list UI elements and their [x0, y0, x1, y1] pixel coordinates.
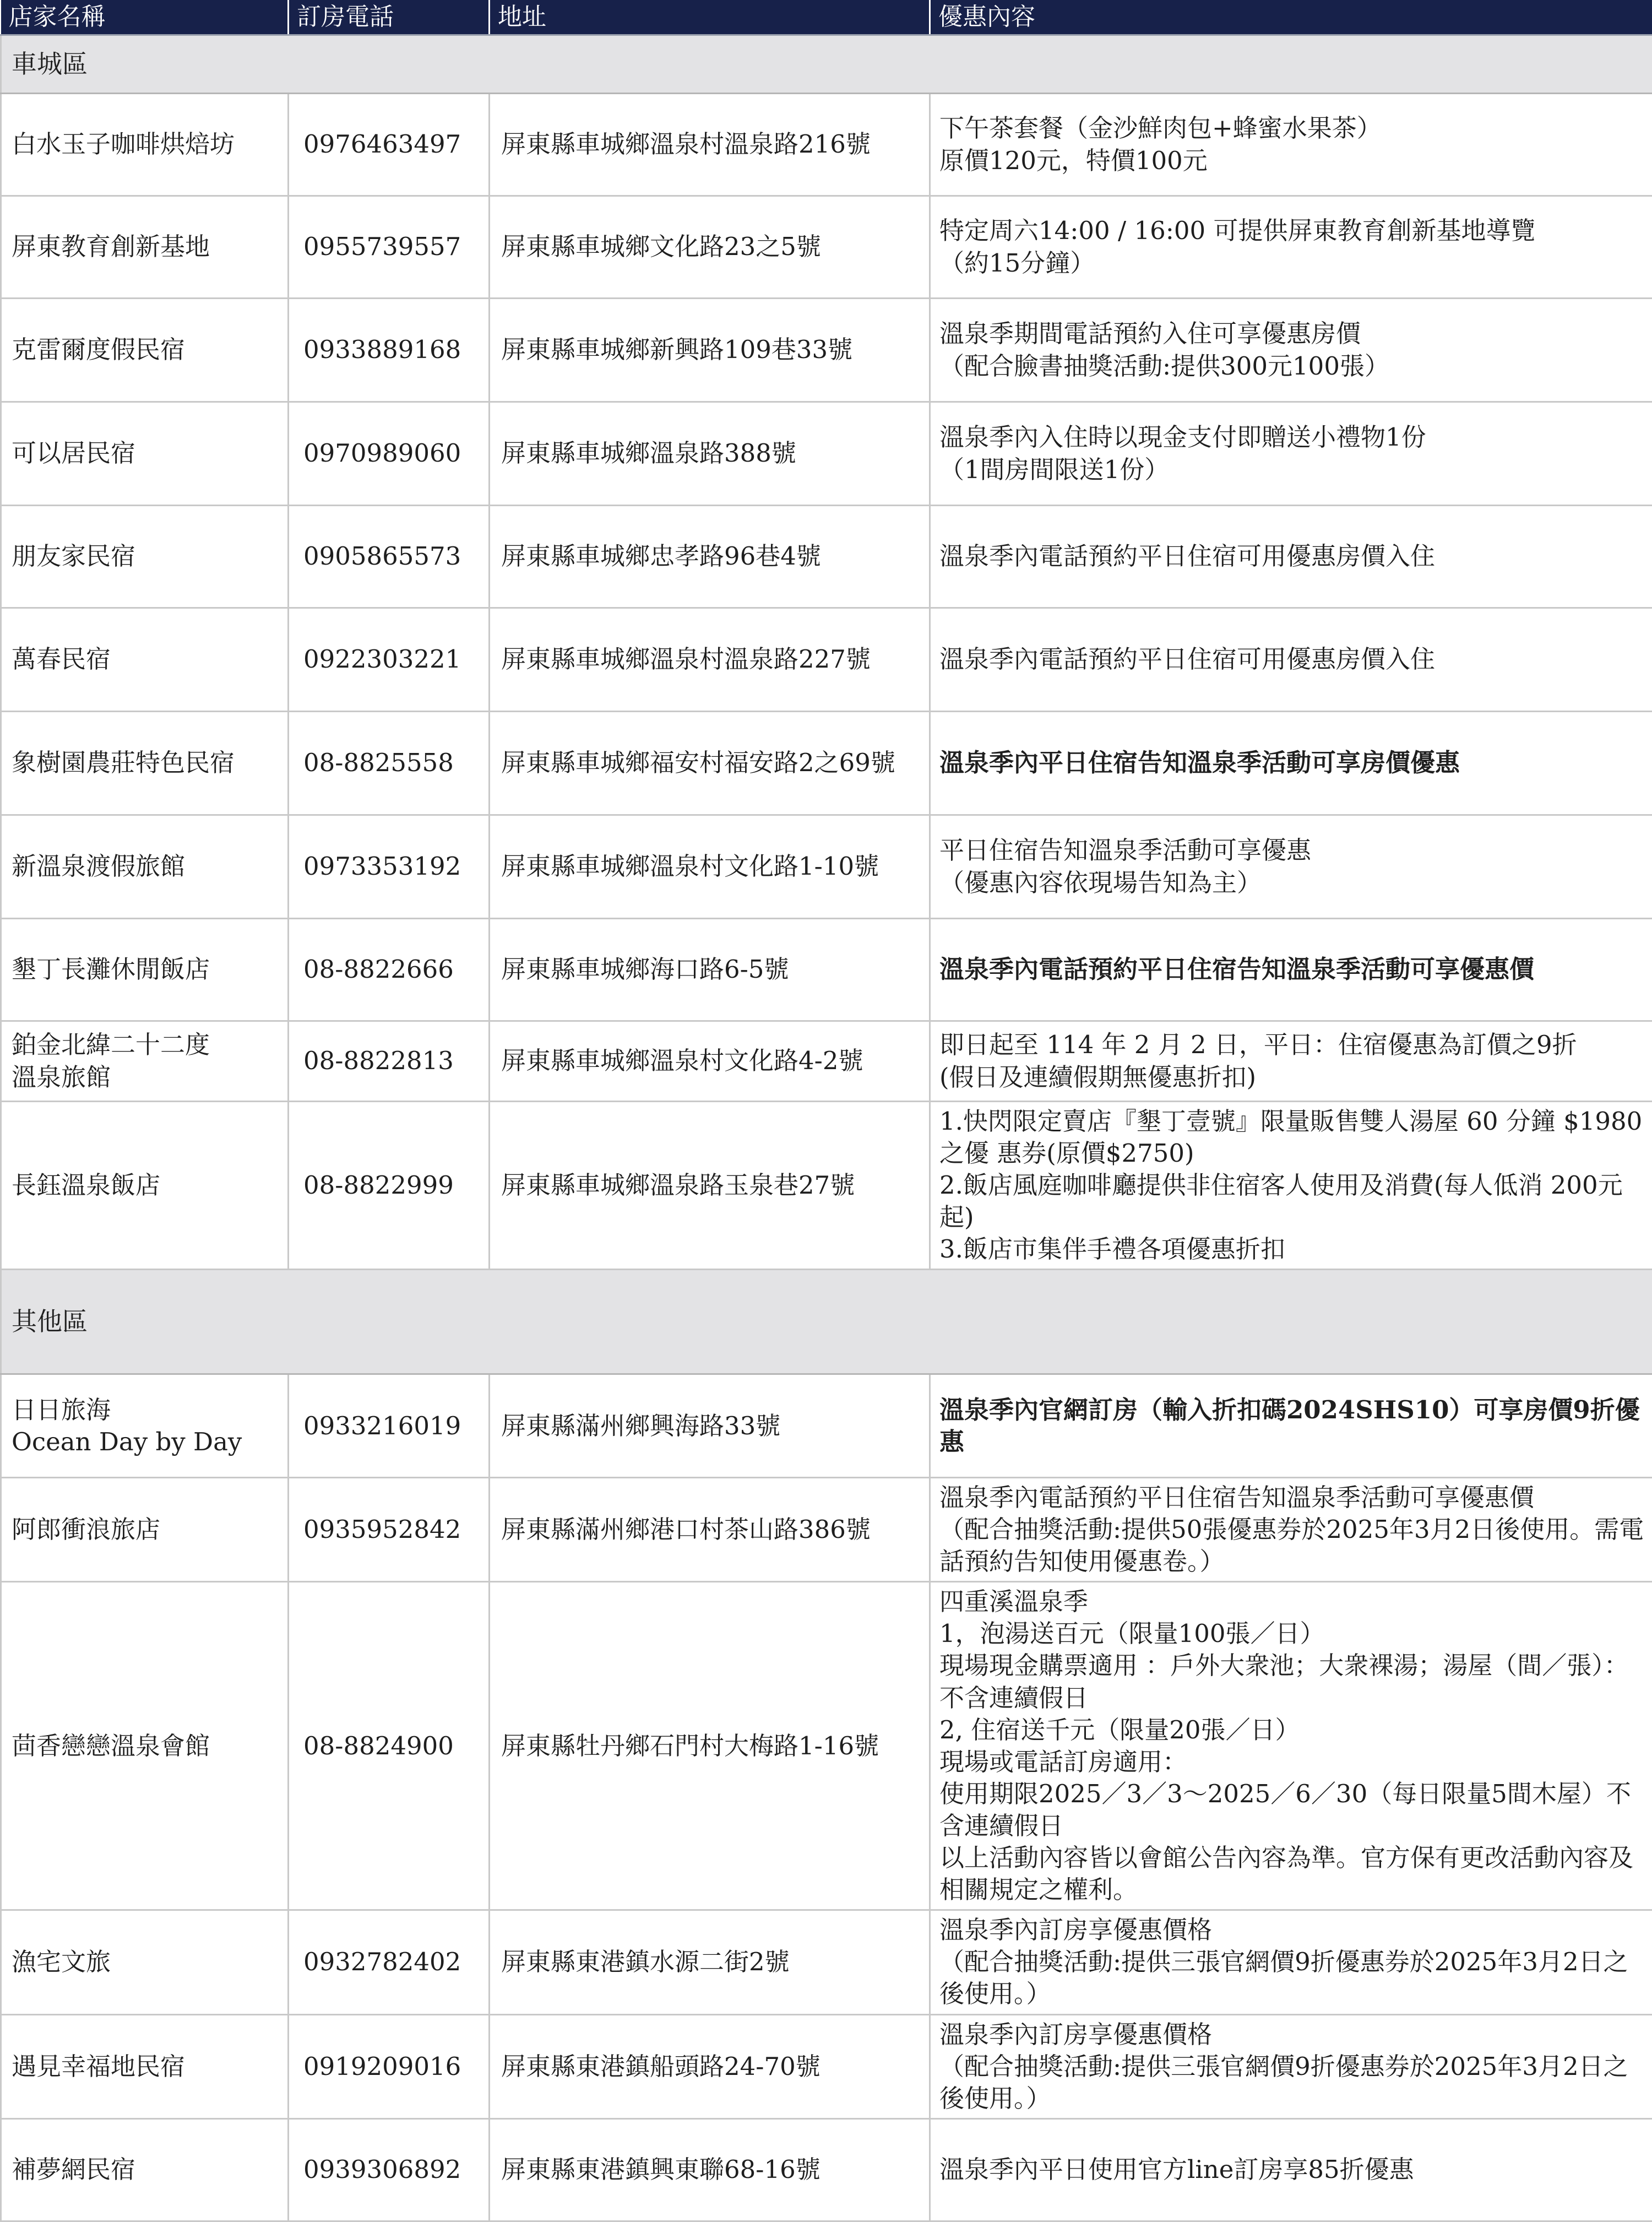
table-row [1, 712, 1652, 815]
shop-name: 新溫泉渡假旅館 [12, 850, 278, 882]
table-row [1, 919, 1652, 1021]
shop-name: 溫泉旅館 [12, 1061, 278, 1093]
table-row [1, 196, 1652, 299]
address-cell: 屏東縣東港鎮船頭路24-70號 [490, 2014, 930, 2118]
table-row [1, 94, 1652, 196]
address-cell: 屏東縣車城鄉忠孝路96巷4號 [490, 506, 930, 608]
shop-name-cell [1, 1478, 289, 1582]
shop-name-cell [1, 2118, 289, 2221]
shop-name: 長鈺溫泉飯店 [12, 1169, 278, 1201]
offer-cell [930, 506, 1652, 608]
table-row [1, 815, 1652, 919]
shop-name-cell [1, 1582, 289, 1910]
offer-line: 以上活動內容皆以會館公告內容為準。官方保有更改活動內容及相關規定之權利。 [939, 1842, 1646, 1906]
phone-cell: 0955739557 [289, 196, 490, 299]
offer-cell [930, 1374, 1652, 1478]
shop-name-cell [1, 919, 289, 1021]
column-header-shop-name: 店家名稱 [1, 0, 289, 35]
offer-line: 使用期限2025／3／3～2025／6／30（每日限量5間木屋）不含連續假日 [939, 1778, 1646, 1842]
offer-line: 溫泉季期間電話預約入住可享優惠房價 [939, 318, 1646, 350]
address-cell: 屏東縣車城鄉溫泉路玉泉巷27號 [490, 1102, 930, 1270]
phone-cell: 08-8822813 [289, 1021, 490, 1102]
shop-name: 茴香戀戀溫泉會館 [12, 1730, 278, 1762]
column-header-address: 地址 [490, 0, 930, 35]
shop-name: 漁宅文旅 [12, 1946, 278, 1978]
shop-name-cell [1, 1021, 289, 1102]
offer-cell [930, 94, 1652, 196]
offer-cell [930, 608, 1652, 712]
table-row [1, 1478, 1652, 1582]
address-cell: 屏東縣車城鄉溫泉村溫泉路227號 [490, 608, 930, 712]
offer-line: 溫泉季內訂房享優惠價格 [939, 1914, 1646, 1946]
address-cell: 屏東縣滿州鄉興海路33號 [490, 1374, 930, 1478]
section-title: 其他區 [1, 1270, 1652, 1374]
shop-name: 象樹園農莊特色民宿 [12, 747, 278, 779]
address-cell: 屏東縣東港鎮興東聯68-16號 [490, 2118, 930, 2221]
address-cell: 屏東縣滿州鄉港口村茶山路386號 [490, 1478, 930, 1582]
phone-cell: 08-8822666 [289, 919, 490, 1021]
address-cell: 屏東縣車城鄉溫泉村溫泉路216號 [490, 94, 930, 196]
offer-cell [930, 919, 1652, 1021]
offer-line: 現場現金購票適用 ：戶外大衆池；大衆裸湯；湯屋（間／張）：不含連續假日 [939, 1650, 1646, 1714]
table-row [1, 608, 1652, 712]
shop-name-cell [1, 94, 289, 196]
shop-name-cell [1, 299, 289, 402]
shop-name: 阿郎衝浪旅店 [12, 1514, 278, 1546]
shop-name-cell [1, 2014, 289, 2118]
offer-line: 溫泉季內電話預約平日住宿可用優惠房價入住 [939, 540, 1646, 572]
phone-cell: 0935952842 [289, 1478, 490, 1582]
shop-name: 墾丁長灘休閒飯店 [12, 953, 278, 985]
offer-line: 溫泉季內入住時以現金支付即贈送小禮物1份 [939, 421, 1646, 453]
section-row [1, 1270, 1652, 1374]
shop-name: 屏東教育創新基地 [12, 231, 278, 263]
shop-name: 遇見幸福地民宿 [12, 2051, 278, 2083]
address-cell: 屏東縣車城鄉新興路109巷33號 [490, 299, 930, 402]
shop-name-cell [1, 608, 289, 712]
phone-cell: 0933216019 [289, 1374, 490, 1478]
offer-cell [930, 1582, 1652, 1910]
phone-cell: 0976463497 [289, 94, 490, 196]
shop-name: 日日旅海 [12, 1394, 278, 1426]
section-row [1, 35, 1652, 94]
phone-cell: 0939306892 [289, 2118, 490, 2221]
offer-cell [930, 1021, 1652, 1102]
address-cell: 屏東縣車城鄉福安村福安路2之69號 [490, 712, 930, 815]
offer-line: 溫泉季內電話預約平日住宿告知溫泉季活動可享優惠價 [939, 1482, 1646, 1514]
offer-line: （配合臉書抽獎活動:提供300元100張） [939, 350, 1646, 382]
address-cell: 屏東縣牡丹鄉石門村大梅路1-16號 [490, 1582, 930, 1910]
offer-line: 2.飯店風庭咖啡廳提供非住宿客人使用及消費(每人低消 200元起) [939, 1169, 1646, 1233]
table-row [1, 2118, 1652, 2221]
shop-name-cell [1, 196, 289, 299]
offer-line: 下午茶套餐（金沙鮮肉包+蜂蜜水果茶） [939, 112, 1646, 144]
offer-line: 四重溪溫泉季 [939, 1586, 1646, 1618]
offer-cell [930, 402, 1652, 506]
column-header-phone: 訂房電話 [289, 0, 490, 35]
shop-name-cell [1, 1102, 289, 1270]
shop-name: 補夢網民宿 [12, 2154, 278, 2186]
phone-cell: 0932782402 [289, 1910, 490, 2014]
offer-line: 原價120元，特價100元 [939, 145, 1646, 177]
address-cell: 屏東縣車城鄉海口路6-5號 [490, 919, 930, 1021]
offer-cell [930, 2014, 1652, 2118]
offer-line: （約15分鐘） [939, 247, 1646, 279]
table-row [1, 506, 1652, 608]
offer-line: 溫泉季內訂房享優惠價格 [939, 2019, 1646, 2051]
offer-line: (假日及連續假期無優惠折扣) [939, 1061, 1646, 1093]
table-row [1, 402, 1652, 506]
table-row [1, 1102, 1652, 1270]
column-header-offer: 優惠內容 [930, 0, 1652, 35]
offer-cell [930, 1910, 1652, 2014]
shop-name: 鉑金北緯二十二度 [12, 1029, 278, 1061]
address-cell: 屏東縣車城鄉溫泉路388號 [490, 402, 930, 506]
shop-name: 朋友家民宿 [12, 540, 278, 572]
phone-cell: 0970989060 [289, 402, 490, 506]
offer-line: 溫泉季內平日使用官方line訂房享85折優惠 [939, 2154, 1646, 2186]
offer-line: 溫泉季內電話預約平日住宿告知溫泉季活動可享優惠價 [939, 953, 1646, 985]
offer-cell [930, 1102, 1652, 1270]
offer-cell [930, 712, 1652, 815]
table-row [1, 1910, 1652, 2014]
table-header [1, 0, 1652, 35]
offer-line: （1間房間限送1份） [939, 454, 1646, 486]
table-row [1, 1582, 1652, 1910]
shop-name-cell [1, 402, 289, 506]
phone-cell: 08-8824900 [289, 1582, 490, 1910]
offer-line: （優惠內容依現場告知為主） [939, 867, 1646, 899]
phone-cell: 0922303221 [289, 608, 490, 712]
offer-line: 1.快閃限定賣店『墾丁壹號』限量販售雙人湯屋 60 分鐘 $1980 之優 惠券(原價$2750) [939, 1105, 1646, 1169]
table-row [1, 299, 1652, 402]
table-body [1, 35, 1652, 2221]
offer-cell [930, 1478, 1652, 1582]
address-cell: 屏東縣車城鄉溫泉村文化路1-10號 [490, 815, 930, 919]
shop-name-cell [1, 1910, 289, 2014]
offer-cell [930, 299, 1652, 402]
offer-line: （配合抽獎活動:提供三張官網價9折優惠券於2025年3月2日之後使用。） [939, 1946, 1646, 2010]
section-title: 車城區 [1, 35, 1652, 94]
offer-cell [930, 815, 1652, 919]
shop-name: 可以居民宿 [12, 437, 278, 469]
offer-line: 2, 住宿送千元（限量20張／日） [939, 1714, 1646, 1746]
shop-name: Ocean Day by Day [12, 1426, 278, 1458]
offer-line: （配合抽獎活動:提供三張官網價9折優惠券於2025年3月2日之後使用。） [939, 2051, 1646, 2115]
phone-cell: 0905865573 [289, 506, 490, 608]
phone-cell: 08-8822999 [289, 1102, 490, 1270]
offer-line: 1，泡湯送百元（限量100張／日） [939, 1618, 1646, 1650]
shop-name-cell [1, 506, 289, 608]
shop-name-cell [1, 712, 289, 815]
offer-line: 即日起至 114 年 2 月 2 日，平日：住宿優惠為訂價之9折 [939, 1029, 1646, 1061]
offer-line: 溫泉季內電話預約平日住宿可用優惠房價入住 [939, 643, 1646, 675]
offer-cell [930, 2118, 1652, 2221]
offer-line: 現場或電話訂房適用： [939, 1746, 1646, 1778]
address-cell: 屏東縣車城鄉溫泉村文化路4-2號 [490, 1021, 930, 1102]
table-row [1, 1021, 1652, 1102]
table-row [1, 1374, 1652, 1478]
address-cell: 屏東縣東港鎮水源二街2號 [490, 1910, 930, 2014]
phone-cell: 0919209016 [289, 2014, 490, 2118]
offer-line: 平日住宿告知溫泉季活動可享優惠 [939, 834, 1646, 866]
shop-name: 白水玉子咖啡烘焙坊 [12, 128, 278, 160]
offer-line: 特定周六14:00 / 16:00 可提供屏東教育創新基地導覽 [939, 215, 1646, 247]
table-row [1, 2014, 1652, 2118]
offer-line: 溫泉季內平日住宿告知溫泉季活動可享房價優惠 [939, 747, 1646, 779]
shop-name: 萬春民宿 [12, 643, 278, 675]
shop-name-cell [1, 815, 289, 919]
shop-name-cell [1, 1374, 289, 1478]
shop-name: 克雷爾度假民宿 [12, 334, 278, 366]
offer-cell [930, 196, 1652, 299]
offer-line: 溫泉季內官網訂房（輸入折扣碼2024SHS10）可享房價9折優惠 [939, 1394, 1646, 1458]
phone-cell: 08-8825558 [289, 712, 490, 815]
offer-line: （配合抽獎活動:提供50張優惠券於2025年3月2日後使用。需電話預約告知使用優惠卷。） [939, 1514, 1646, 1578]
phone-cell: 0933889168 [289, 299, 490, 402]
phone-cell: 0973353192 [289, 815, 490, 919]
offer-line: 3.飯店市集伴手禮各項優惠折扣 [939, 1233, 1646, 1265]
address-cell: 屏東縣車城鄉文化路23之5號 [490, 196, 930, 299]
